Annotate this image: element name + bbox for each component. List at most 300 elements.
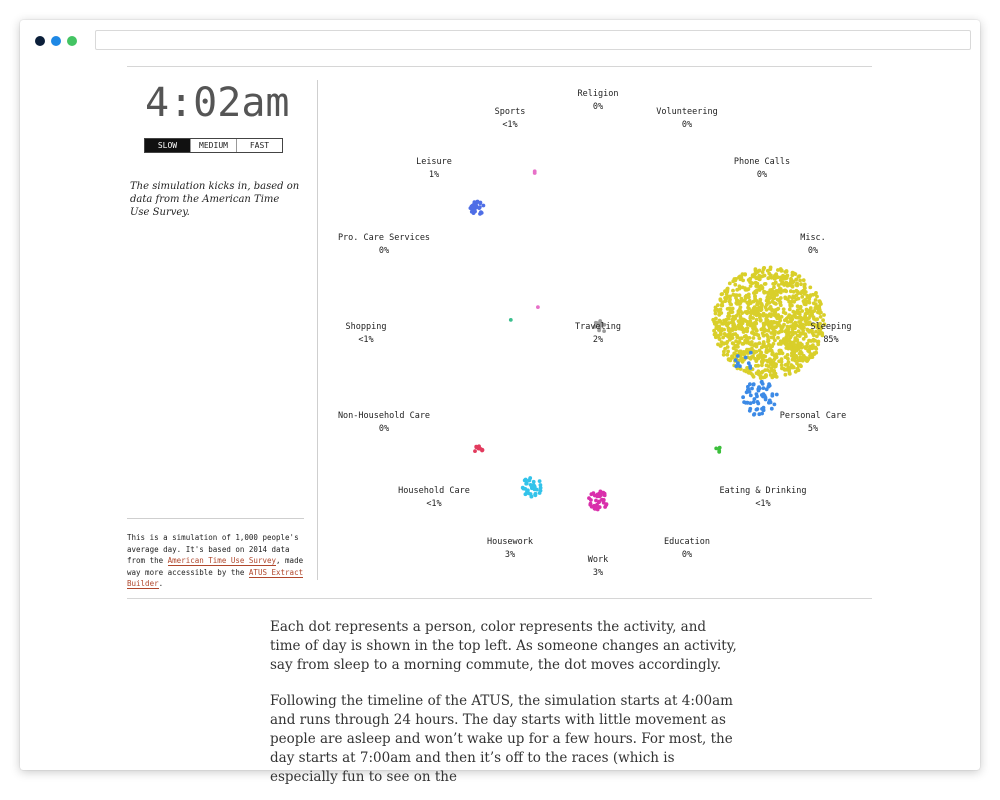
section-divider [127,598,872,599]
person-dot [784,311,788,315]
person-dot [722,353,726,357]
eating-cluster [714,446,721,454]
person-dot [813,351,817,355]
activity-name: Phone Calls [733,157,791,167]
person-dot [595,495,599,499]
person-dot [533,484,537,488]
person-dot [799,346,803,350]
person-dot [808,301,812,305]
person-dot [759,351,763,355]
person-dot [802,278,806,282]
person-dot [774,302,778,306]
person-dot [754,364,758,368]
person-dot [753,397,757,401]
person-dot [737,319,741,323]
person-dot [723,332,727,336]
activity-traveling [538,321,658,346]
person-dot [765,296,769,300]
person-dot [766,269,770,273]
person-dot [803,283,807,287]
activity-name: Leisure [416,157,452,167]
person-dot [749,401,753,405]
person-dot [603,494,607,498]
person-dot [742,369,746,373]
footnote-text: This is a simulation of 1,000 people's average day. It's based on 2014 data from the [127,533,299,565]
person-dot [755,329,759,333]
person-dot [734,332,738,336]
person-dot [794,278,798,282]
person-dot [767,401,771,405]
person-dot [753,297,757,301]
person-dot [731,318,735,322]
person-dot [805,294,809,298]
person-dot [722,341,726,345]
person-dot [784,373,788,377]
activity-sports [450,106,570,131]
person-dot [533,169,537,173]
person-dot [759,355,763,359]
person-dot [752,336,756,340]
person-dot [761,331,765,335]
person-dot [748,336,752,340]
person-dot [765,345,769,349]
person-dot [726,335,730,339]
person-dot [720,304,724,308]
activity-name: Sports [494,107,526,117]
person-dot [539,483,543,487]
atus-link[interactable]: American Time Use Survey [167,556,277,565]
person-dot [731,289,735,293]
person-dot [594,499,598,503]
person-dot [738,364,742,368]
person-dot [590,505,594,509]
person-dot [806,311,810,315]
person-dot [756,302,760,306]
person-dot [740,297,744,301]
person-dot [727,326,731,330]
person-dot [739,316,743,320]
person-dot [749,394,753,398]
person-dot [587,496,591,500]
person-dot [789,289,793,293]
person-dot [762,291,766,295]
person-dot [749,311,753,315]
person-dot [799,316,803,320]
person-dot [807,316,811,320]
activity-name: Traveling [574,322,622,332]
activity-percent: <1% [426,498,442,509]
person-dot [749,351,753,355]
activity-percent: 0% [807,245,819,256]
person-dot [789,346,793,350]
person-dot [713,322,717,326]
person-dot [737,327,741,331]
person-dot [819,302,823,306]
person-dot [737,275,741,279]
activity-percent: 0% [681,549,693,560]
person-dot [762,266,766,270]
activity-name: Pro. Care Services [337,233,431,243]
person-dot [745,341,749,345]
person-dot [600,491,604,495]
person-dot [536,305,540,309]
activity-percent: <1% [755,498,771,509]
person-dot [603,505,607,509]
activity-name: Volunteering [656,107,718,117]
person-dot [784,368,788,372]
person-dot [776,298,780,302]
person-dot [749,357,753,361]
person-dot [740,311,744,315]
person-dot [759,319,763,323]
person-dot [522,487,526,491]
person-dot [744,328,748,332]
person-dot [796,291,800,295]
person-dot [778,301,782,305]
person-dot [732,322,736,326]
person-dot [807,349,811,353]
activity-name: Education [663,537,711,547]
person-dot [763,274,767,278]
speed-fast-button[interactable]: FAST [236,139,282,152]
person-dot [472,205,476,209]
person-dot [716,303,720,307]
person-dot [524,478,528,482]
activity-percent: 2% [592,334,604,345]
person-dot [738,284,742,288]
person-dot [742,350,746,354]
person-dot [729,303,733,307]
person-dot [735,288,739,292]
person-dot [808,286,812,290]
person-dot [775,315,779,319]
person-dot [791,358,795,362]
person-dot [482,204,486,208]
person-dot [755,288,759,292]
atus-extract-builder-link[interactable]: ATUS Extract Builder [127,567,304,588]
person-dot [791,285,795,289]
person-dot [726,307,730,311]
person-dot [795,310,799,314]
person-dot [726,289,730,293]
person-dot [765,320,769,324]
person-dot [784,346,788,350]
person-dot [749,324,753,328]
person-dot [762,328,766,332]
activity-name: Shopping [345,322,387,332]
person-dot [527,491,531,495]
person-dot [718,328,722,332]
shopping-cluster [509,318,513,322]
activity-name: Non-Household Care [337,411,431,421]
person-dot [775,393,779,397]
activity-name: Personal Care [779,411,847,421]
person-dot [764,398,768,402]
browser-window [20,20,980,785]
person-dot [481,448,485,452]
person-dot [741,342,745,346]
activity-housework [450,536,570,561]
person-dot [734,314,738,318]
person-dot [816,307,820,311]
person-dot [786,274,790,278]
activity-name: Religion [577,89,619,99]
activity-percent: 85% [823,334,839,345]
activity-percent: 3% [592,567,604,578]
person-dot [798,352,802,356]
activity-name: Work [587,555,609,565]
person-dot [733,277,737,281]
person-dot [752,332,756,336]
person-dot [764,374,768,378]
person-dot [754,342,758,346]
person-dot [736,345,740,349]
person-dot [527,479,531,483]
activity-name: Sleeping [810,322,852,332]
person-dot [473,449,477,453]
activity-phone-calls [702,156,822,181]
person-dot [747,389,751,393]
person-dot [773,274,777,278]
person-dot [768,312,772,316]
activity-name: Misc. [800,233,826,243]
person-dot [758,313,762,317]
activity-name: Eating & Drinking [719,486,807,496]
person-dot [715,335,719,339]
person-dot [814,298,818,302]
person-dot [525,482,529,486]
person-dot [775,352,779,356]
person-dot [784,355,788,359]
person-dot [753,325,757,329]
person-dot [760,285,764,289]
person-dot [777,283,781,287]
person-dot [475,200,479,204]
person-dot [780,367,784,371]
person-dot [718,312,722,316]
person-dot [769,373,773,377]
activity-percent: 1% [428,169,440,180]
person-dot [745,294,749,298]
person-dot [734,327,738,331]
person-dot [768,347,772,351]
person-dot [718,297,722,301]
person-dot [785,363,789,367]
person-dot [788,371,792,375]
person-dot [723,322,727,326]
activity-percent: 0% [378,245,390,256]
speed-slow-button[interactable]: SLOW [145,139,190,152]
person-dot [800,309,804,313]
person-dot [752,383,756,387]
person-dot [782,277,786,281]
person-dot [749,280,753,284]
person-dot [746,306,750,310]
person-dot [478,212,482,216]
person-dot [726,350,730,354]
sports-cluster [536,305,540,309]
person-dot [758,298,762,302]
speed-medium-button[interactable]: MEDIUM [190,139,236,152]
person-dot [730,328,734,332]
person-dot [737,309,741,313]
person-dot [754,268,758,272]
person-dot [792,349,796,353]
person-dot [767,382,771,386]
person-dot [730,336,734,340]
person-dot [797,297,801,301]
person-dot [750,387,754,391]
person-dot [775,308,779,312]
person-dot [726,315,730,319]
person-dot [725,353,729,357]
person-dot [477,444,481,448]
person-dot [760,380,764,384]
activity-volunteering [627,106,747,131]
person-dot [819,315,823,319]
person-dot [779,267,783,271]
person-dot [772,371,776,375]
person-dot [716,343,720,347]
person-dot [760,308,764,312]
household-care-cluster [473,444,484,453]
person-dot [767,301,771,305]
person-dot [770,309,774,313]
person-dot [800,295,804,299]
person-dot [785,269,789,273]
person-dot [770,352,774,356]
person-dot [766,338,770,342]
person-dot [741,395,745,399]
person-dot [744,401,748,405]
person-dot [773,403,777,407]
article-paragraph: Each dot represents a person, color represents the activity, and time of day is shown in the top left. As someone changes an activity, say from sleep to a morning commute, the dot moves accordingly. [270,619,737,673]
person-dot [781,281,785,285]
person-dot [804,290,808,294]
person-dot [734,349,738,353]
person-dot [765,364,769,368]
person-dot [769,266,773,270]
person-dot [806,358,810,362]
activity-percent: 0% [378,423,390,434]
person-dot [771,297,775,301]
person-dot [744,319,748,323]
person-dot [538,479,542,483]
person-dot [736,354,740,358]
person-dot [766,368,770,372]
person-dot [803,298,807,302]
activity-percent: 0% [756,169,768,180]
person-dot [741,286,745,290]
person-dot [720,292,724,296]
person-dot [790,366,794,370]
activity-percent: <1% [358,334,374,345]
person-dot [757,275,761,279]
person-dot [734,296,738,300]
activity-name: Housework [486,537,534,547]
person-dot [745,348,749,352]
activity-name: Household Care [398,486,470,496]
time-of-day-clock: 4:02am [145,80,290,126]
person-dot [770,394,774,398]
person-dot [733,283,737,287]
person-dot [743,335,747,339]
person-dot [798,279,802,283]
person-dot [799,364,803,368]
person-dot [809,306,813,310]
sports-cluster [533,169,537,175]
person-dot [744,356,748,360]
person-dot [532,480,536,484]
person-dot [779,349,783,353]
person-dot [774,362,778,366]
person-dot [719,332,723,336]
leisure-cluster [469,200,486,216]
person-dot [773,282,777,286]
person-dot [782,307,786,311]
housework-cluster [521,476,543,498]
person-dot [602,501,606,505]
activity-personal-care [753,410,873,435]
person-dot [717,449,721,453]
person-dot [787,295,791,299]
person-dot [762,314,766,318]
activity-shopping [306,321,426,346]
person-dot [748,364,752,368]
person-dot [759,375,763,379]
person-dot [728,357,732,361]
footnote-text: , made way more accessible by the [127,556,304,577]
person-dot [786,315,790,319]
person-dot [789,280,793,284]
activity-misc [753,232,873,257]
person-dot [800,290,804,294]
activity-eating-drinking [703,485,823,510]
person-dot [814,291,818,295]
person-dot [765,308,769,312]
person-dot [749,301,753,305]
person-dot [792,272,796,276]
person-dot [803,314,807,318]
person-dot [756,400,760,404]
person-dot [769,274,773,278]
person-dot [811,309,815,313]
person-dot [770,293,774,297]
activity-leisure [374,156,494,181]
activity-percent: 0% [681,119,693,130]
person-dot [752,375,756,379]
person-dot [779,291,783,295]
article-paragraph: Following the timeline of the ATUS, the simulation starts at 4:00am and runs through 24 hours. The day starts with little movement as people are asleep and won’t wake up for a few hours. For most, the day starts at 7:00am and then it’s off to the races (which is especially fun to see on the [270,693,733,785]
person-dot [796,367,800,371]
person-dot [763,394,767,398]
person-dot [590,492,594,496]
activity-pro-care-services [324,232,444,257]
person-dot [765,333,769,337]
person-dot [766,291,770,295]
person-dot [469,206,473,210]
person-dot [764,350,768,354]
work-cluster [587,490,608,512]
person-dot [711,318,715,322]
person-dot [713,309,717,313]
person-dot [803,286,807,290]
person-dot [770,359,774,363]
person-dot [749,315,753,319]
activity-percent: 3% [504,549,516,560]
person-dot [822,313,826,317]
person-dot [805,308,809,312]
